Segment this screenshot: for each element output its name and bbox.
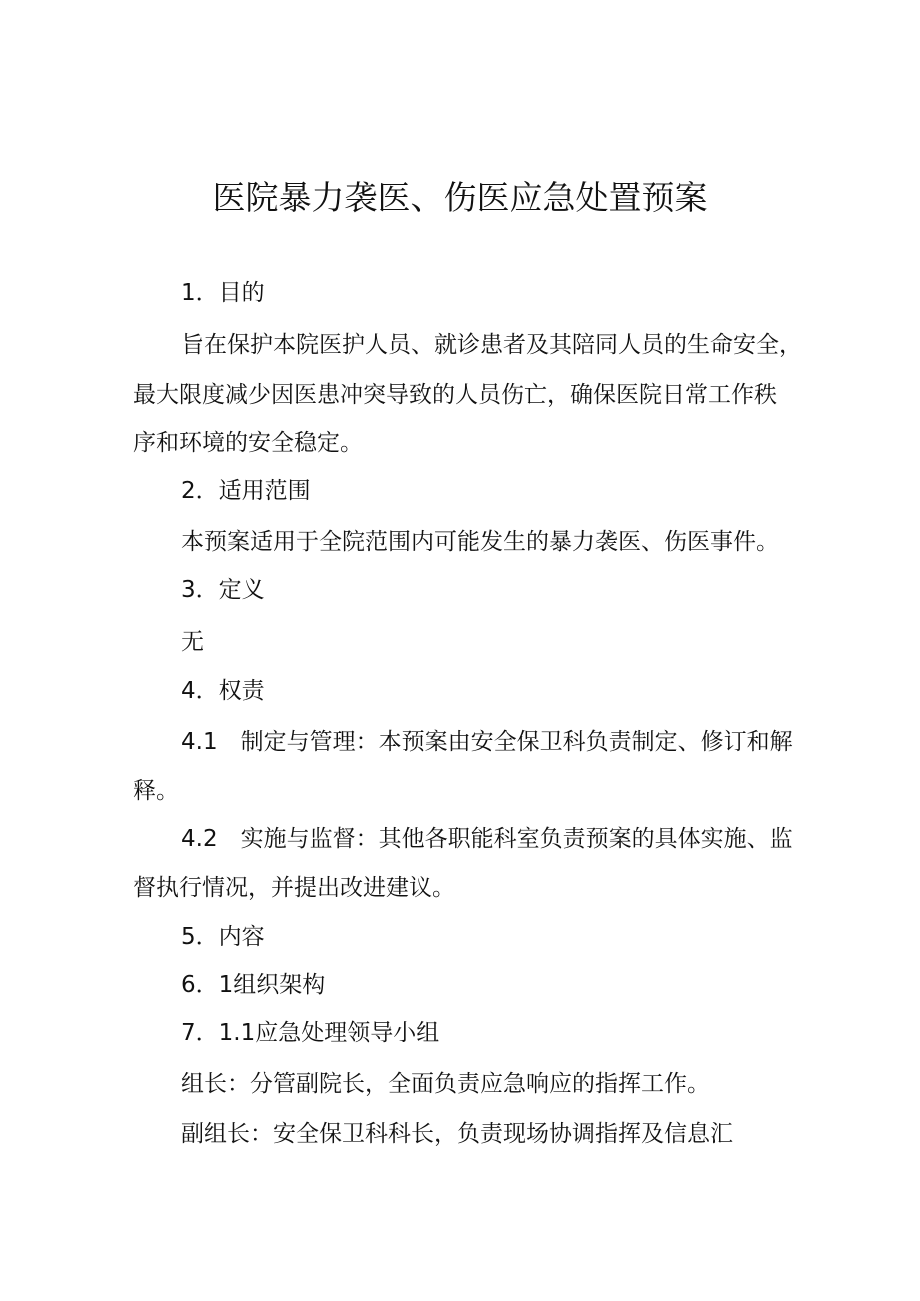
section-heading-responsibility: 4．权责 bbox=[181, 678, 265, 704]
paragraph-line: 本预案适用于全院范围内可能发生的暴力袭医、伤医事件。 bbox=[181, 529, 779, 555]
section-heading-scope: 2．适用范围 bbox=[181, 478, 311, 504]
section-heading-purpose: 1．目的 bbox=[181, 280, 265, 306]
paragraph-line: 无 bbox=[181, 629, 204, 655]
paragraph-line: 4.2 实施与监督：其他各职能科室负责预案的具体实施、监 bbox=[181, 826, 793, 852]
paragraph-line: 督执行情况，并提出改进建议。 bbox=[133, 875, 455, 901]
paragraph-line: 释。 bbox=[133, 778, 179, 804]
section-heading-content: 5．内容 bbox=[181, 924, 265, 950]
paragraph-line: 序和环境的安全稳定。 bbox=[133, 430, 363, 456]
paragraph-line: 最大限度减少因医患冲突导致的人员伤亡，确保医院日常工作秩 bbox=[133, 382, 777, 408]
section-heading-organization: 6．1组织架构 bbox=[181, 972, 326, 998]
document-title: 医院暴力袭医、伤医应急处置预案 bbox=[212, 178, 708, 217]
section-heading-leadership-group: 7．1.1应急处理领导小组 bbox=[181, 1020, 440, 1046]
paragraph-line: 副组长：安全保卫科科长，负责现场协调指挥及信息汇 bbox=[181, 1121, 733, 1147]
section-heading-definition: 3．定义 bbox=[181, 577, 265, 603]
paragraph-line: 4.1 制定与管理：本预案由安全保卫科负责制定、修订和解 bbox=[181, 729, 793, 755]
paragraph-line: 旨在保护本院医护人员、就诊患者及其陪同人员的生命安全， bbox=[181, 332, 802, 358]
paragraph-line: 组长：分管副院长，全面负责应急响应的指挥工作。 bbox=[181, 1071, 710, 1097]
